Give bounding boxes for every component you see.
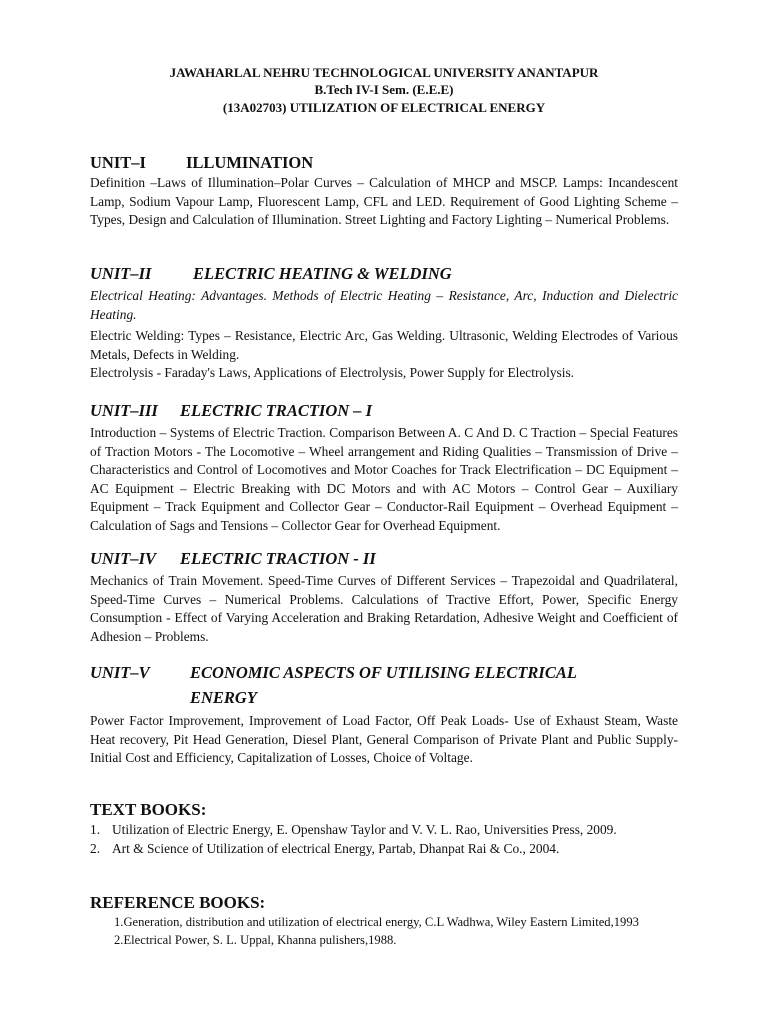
unit-2-label: UNIT–II bbox=[90, 264, 152, 283]
reference-books-list bbox=[114, 914, 674, 949]
reference-books-heading: REFERENCE BOOKS: bbox=[90, 893, 266, 912]
reference-book-item: 1.Generation, distribution and utilization of electrical energy, C.L Wadhwa, Wiley Eastern Limited,1993 bbox=[114, 915, 639, 929]
unit-2-heating-content: Electrical Heating: Advantages. Methods of Electric Heating – Resistance, Arc, Induction and Dielectric Heating. bbox=[90, 288, 678, 322]
reference-book-item: 2.Electrical Power, S. L. Uppal, Khanna pulishers,1988. bbox=[114, 932, 397, 947]
university-name: JAWAHARLAL NEHRU TECHNOLOGICAL UNIVERSITY ANANTAPUR bbox=[169, 65, 599, 80]
text-book-text: Art & Science of Utilization of electrical Energy, Partab, Dhanpat Rai & Co., 2004. bbox=[112, 840, 560, 856]
unit-4-label: UNIT–IV bbox=[90, 549, 157, 568]
text-books-list bbox=[90, 821, 678, 858]
unit-5-title: ECONOMIC ASPECTS OF UTILISING ELECTRICAL bbox=[190, 663, 577, 682]
text-book-item bbox=[90, 821, 678, 840]
course-title: (13A02703) UTILIZATION OF ELECTRICAL ENERGY bbox=[222, 100, 546, 115]
text-books-heading: TEXT BOOKS: bbox=[90, 800, 207, 819]
list-number: 2. bbox=[90, 840, 101, 856]
unit-4-content: Mechanics of Train Movement. Speed-Time Curves of Different Services – Trapezoidal and Quadrilateral, Speed-Time Curves – Numerical Problems. Calculations of Tractive Effort, Power, Specific Energy Consumption - Effect of Varying Acceleration and Braking Retardation, Adhesive Weight and Coefficient of Adhesion – Problems. bbox=[90, 573, 678, 644]
unit-4-heading bbox=[90, 549, 376, 569]
list-number: 1. bbox=[90, 822, 101, 837]
unit-2-electrolysis-content: Electrolysis - Faraday's Laws, Applications of Electrolysis, Power Supply for Electrolysis. bbox=[90, 365, 575, 380]
program-line: B.Tech IV-I Sem. (E.E.E) bbox=[314, 82, 454, 97]
unit-1-content: Definition –Laws of Illumination–Polar Curves – Calculation of MHCP and MSCP. Lamps: Incandescent Lamp, Sodium Vapour Lamp, Fluorescent Lamp, CFL and LED. Requirement of Good Lighting Scheme – Types, Design and Calculation of Illumination. Street Lighting and Factory Lighting – Numerical Problems. bbox=[90, 175, 678, 228]
unit-4-title: ELECTRIC TRACTION - II bbox=[180, 549, 376, 568]
unit-2-welding-content: Electric Welding: Types – Resistance, Electric Arc, Gas Welding. Ultrasonic, Welding Electrodes of Various Metals, Defects in Welding. bbox=[90, 328, 678, 362]
text-book-text: Utilization of Electric Energy, E. Openshaw Taylor and V. V. L. Rao, Universities Press, 2009. bbox=[112, 822, 617, 837]
unit-3-heading bbox=[90, 401, 372, 421]
unit-5-content: Power Factor Improvement, Improvement of Load Factor, Off Peak Loads- Use of Exhaust Steam, Waste Heat recovery, Pit Head Generation, Diesel Plant, General Comparison of Private Plant and Public Supply- Initial Cost and Efficiency, Capitalization of Losses, Choice of Voltage. bbox=[90, 713, 678, 766]
unit-1-label: UNIT–I bbox=[90, 153, 146, 172]
unit-3-content: Introduction – Systems of Electric Traction. Comparison Between A. C And D. C Traction – Special Features of Traction Motors - The Locomotive – Wheel arrangement and Riding Qualities – Transmission of Drive – Characteristics and Control of Locomotives and Motor Coaches for Track Electrification – DC Equipment – AC Equipment – Electric Breaking with DC Motors and with AC Motors – Control Gear – Auxiliary Equipment – Track Equipment and Collector Gear – Conductor-Rail Equipment – Overhead Equipment – Calculation of Sags and Tensions – Collector Gear for Overhead Equipment. bbox=[90, 425, 678, 533]
text-book-item bbox=[90, 840, 678, 859]
unit-5-heading bbox=[90, 663, 577, 683]
unit-2-heading bbox=[90, 264, 452, 284]
unit-3-title: ELECTRIC TRACTION – I bbox=[180, 401, 373, 420]
unit-5-label: UNIT–V bbox=[90, 663, 150, 682]
unit-2-title: ELECTRIC HEATING & WELDING bbox=[193, 264, 452, 283]
unit-1-title: ILLUMINATION bbox=[186, 153, 314, 172]
unit-3-label: UNIT–III bbox=[90, 401, 158, 420]
unit-5-title-line2: ENERGY bbox=[190, 688, 257, 707]
unit-1-heading bbox=[90, 153, 313, 173]
